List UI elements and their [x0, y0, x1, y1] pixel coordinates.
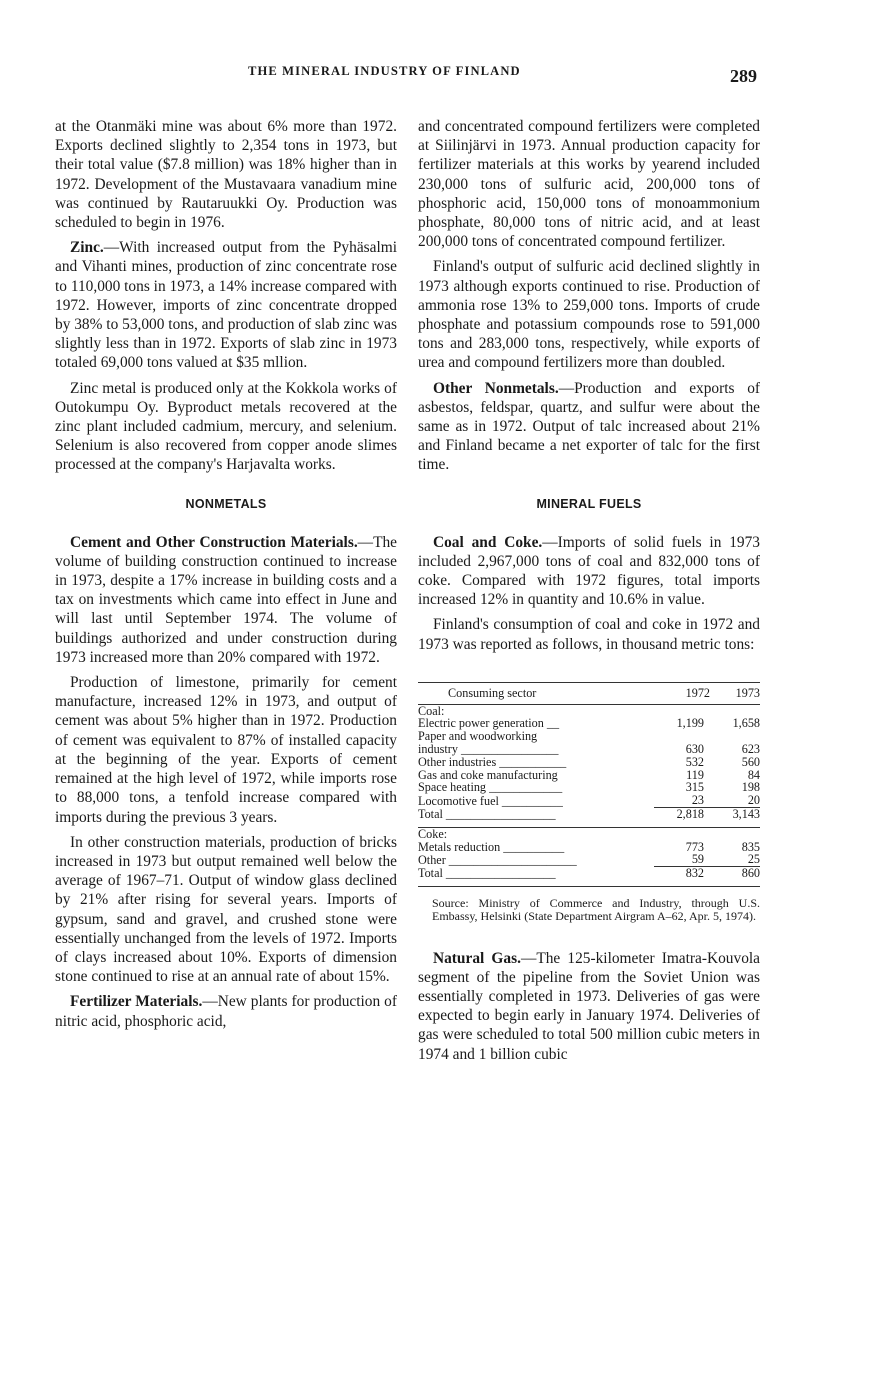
coal-coke-text: —Imports of solid fuels in 1973 included 2,967,000 tons of coal and 832,000 tons of coke. Compared with 1972 figures, total imports increased 12% in quantity and 10.6% in value.: [418, 533, 760, 609]
nonmetals-heading: NONMETALS: [185, 496, 267, 511]
fertilizer-continued-paragraph: and concentrated compound fertilizers were completed at Siilinjärvi in 1973. Annual production capacity for fertilizer materials at this works by yearend included 230,000 tons of sulfuric acid, 200,000 tons of phosphoric acid, 150,000 tons of monoammonium phosphate, 80,000 tons of nitric acid, and at least 200,000 tons of concentrated compound fertilizer.: [418, 118, 760, 251]
row-label: Space heating ____________: [418, 780, 563, 795]
column-header-1972: 1972: [654, 682, 710, 704]
zinc-paragraph: [55, 238, 397, 372]
coke-category-label: Coke:: [418, 826, 448, 841]
limestone-paragraph: Production of limestone, primarily for cement manufacture, increased 12% in 1973, and output of cement was about 5% higher than in 1972. Production of cement was equivalent to 87% of installed capacity at the beginning of the year. Exports of cement remained at the high level of 1972, while imports rose to 88,000 tons, a tenfold increase compared with imports during the previous 3 years.: [55, 674, 397, 826]
row-label: Other industries ___________: [418, 754, 567, 769]
value-1972: 59: [691, 852, 704, 867]
coal-category-row: [418, 704, 760, 717]
table-row: [418, 853, 760, 866]
zinc-title: Zinc.: [70, 239, 104, 257]
row-label: Locomotive fuel __________: [418, 793, 563, 808]
fertilizer-text: —New plants for production of nitric acid, phosphoric acid,: [55, 993, 397, 1030]
coal-coke-consumption-table: [418, 682, 760, 887]
right-column: [418, 117, 760, 1070]
table-header-row: [418, 682, 760, 704]
row-label: Other _____________________: [418, 852, 577, 867]
other-nonmetals-text: —Production and exports of asbestos, feldspar, quartz, and sulfur were about the same as in 1972. Output of talc increased about 21% and Finland became a net exporter of talc for the first time.: [418, 379, 761, 474]
value-1973: 25: [747, 852, 760, 867]
value-1973: 623: [741, 742, 760, 757]
zinc-text: —With increased output from the Pyhäsalmi and Vihanti mines, production of zinc concentrate rose to 110,000 tons in 1973, a 14% increase compared with 1972. However, imports of zinc concentrate dropped by 38% to 53,000 tons, and production of slab zinc was slightly less than in 1972. Exports of slab zinc in 1973 totaled 69,000 tons valued at $35 mllion.: [55, 239, 397, 372]
value-1973: 84: [747, 767, 760, 782]
row-label: Gas and coke manufacturing: [418, 767, 558, 782]
value-1972: 315: [685, 780, 704, 795]
table-row: [418, 794, 760, 807]
value-1973: 835: [741, 839, 760, 854]
row-label: industry ________________: [418, 742, 559, 757]
total-1972: 2,818: [654, 808, 710, 828]
value-1973: 560: [741, 754, 760, 769]
table-row: [418, 756, 760, 769]
row-label: Metals reduction __________: [418, 839, 565, 854]
cement-title: Cement and Other Construction Materials.: [70, 533, 358, 551]
table-source-note: Source: Ministry of Commerce and Industry, through U.S. Embassy, Helsinki (State Department Airgram A–62, Apr. 5, 1974).: [432, 896, 760, 923]
other-nonmetals-paragraph: [418, 379, 760, 475]
natural-gas-paragraph: [418, 949, 760, 1064]
table-row: [418, 841, 760, 854]
total-1973: 3,143: [710, 808, 760, 828]
table-row: [418, 781, 760, 794]
natural-gas-text: —The 125-kilometer Imatra-Kouvola segment of the pipeline from the Soviet Union was essentially completed in 1973. Deliveries of gas were expected to begin early in January 1974. Deliveries of gas were scheduled to total 500 million cubic meters in 1974 and 1 billion cubic: [418, 949, 760, 1063]
row-label: Paper and woodworking: [418, 729, 538, 744]
column-header-sector: Consuming sector: [418, 682, 654, 704]
table-body: [418, 704, 760, 886]
column-header-1973: 1973: [710, 682, 760, 704]
table-total-row: [418, 808, 760, 828]
fertilizer-paragraph: [55, 992, 397, 1030]
row-label: Electric power generation __: [418, 716, 560, 731]
value-1973: 198: [741, 780, 760, 795]
sulfuric-acid-paragraph: Finland's output of sulfuric acid declined slightly in 1973 although exports continued to rise. Production of ammonia rose 13% to 259,000 tons. Imports of crude phosphate and potassium compounds rose to 591,000 tons and 283,000 tons, respectively, while exports of urea and compound fertilizers more than doubled.: [418, 258, 760, 372]
table-total-row: [418, 867, 760, 887]
total-label: Total __________________: [418, 867, 654, 887]
value-1972: 532: [685, 754, 704, 769]
table-row: [418, 743, 760, 756]
value-1972: 1,199: [676, 716, 704, 731]
mineral-fuels-heading: MINERAL FUELS: [536, 496, 642, 511]
total-1972: 832: [654, 867, 710, 887]
fertilizer-title: Fertilizer Materials.: [70, 993, 203, 1011]
coke-category-row: [418, 827, 760, 840]
value-1972: 23: [691, 793, 704, 808]
left-column: [55, 117, 397, 1037]
total-1973: 860: [710, 867, 760, 887]
total-label: Total __________________: [418, 808, 654, 828]
consumption-paragraph: Finland's consumption of coal and coke in 1972 and 1973 was reported as follows, in thousand metric tons:: [418, 616, 760, 653]
page-number: 289: [730, 66, 757, 86]
natural-gas-title: Natural Gas.: [433, 949, 521, 967]
coal-coke-paragraph: [418, 533, 760, 610]
cement-paragraph: [55, 533, 397, 667]
other-nonmetals-title: Other Nonmetals.: [433, 379, 559, 397]
value-1972: 119: [686, 767, 704, 782]
value-1972: 630: [685, 742, 704, 757]
running-head: THE MINERAL INDUSTRY OF FINLAND: [248, 64, 521, 78]
value-1973: 20: [747, 793, 760, 808]
coal-category-label: Coal:: [418, 703, 445, 718]
construction-materials-paragraph: In other construction materials, production of bricks increased in 1973 but output remained well below the average of 1967–71. Output of window glass declined by 21% after rising for several years. Imports of gypsum, sand and gravel, and crushed stone were essentially unchanged from the levels of 1972. Imports of clays increased about 10%. Exports of dimension stone continued to rise at an annual rate of about 15%.: [55, 833, 397, 986]
coal-coke-title: Coal and Coke.: [433, 533, 543, 551]
cement-text: —The volume of building construction continued to increase in 1973, despite a 17% increase in building costs and a tax on investments which came into effect in June and will last until September 1974. The volume of buildings authorized and under construction during 1973 increased more than 20% compared with 1972.: [55, 533, 397, 666]
value-1973: 1,658: [732, 716, 760, 731]
vanadium-paragraph: at the Otanmäki mine was about 6% more than 1972. Exports declined slightly to 2,354 tons in 1973, but their total value ($7.8 million) was 18% higher than in 1972. Development of the Mustavaara vanadium mine was continued by Rautaruukki Oy. Production was scheduled to begin in 1976.: [55, 118, 397, 232]
zinc-metal-paragraph: Zinc metal is produced only at the Kokkola works of Outokumpu Oy. Byproduct metals recovered at the zinc plant included cadmium, mercury, and selenium. Selenium is also recovered from copper anode slimes processed at the company's Harjavalta works.: [55, 379, 397, 474]
value-1972: 773: [685, 839, 704, 854]
